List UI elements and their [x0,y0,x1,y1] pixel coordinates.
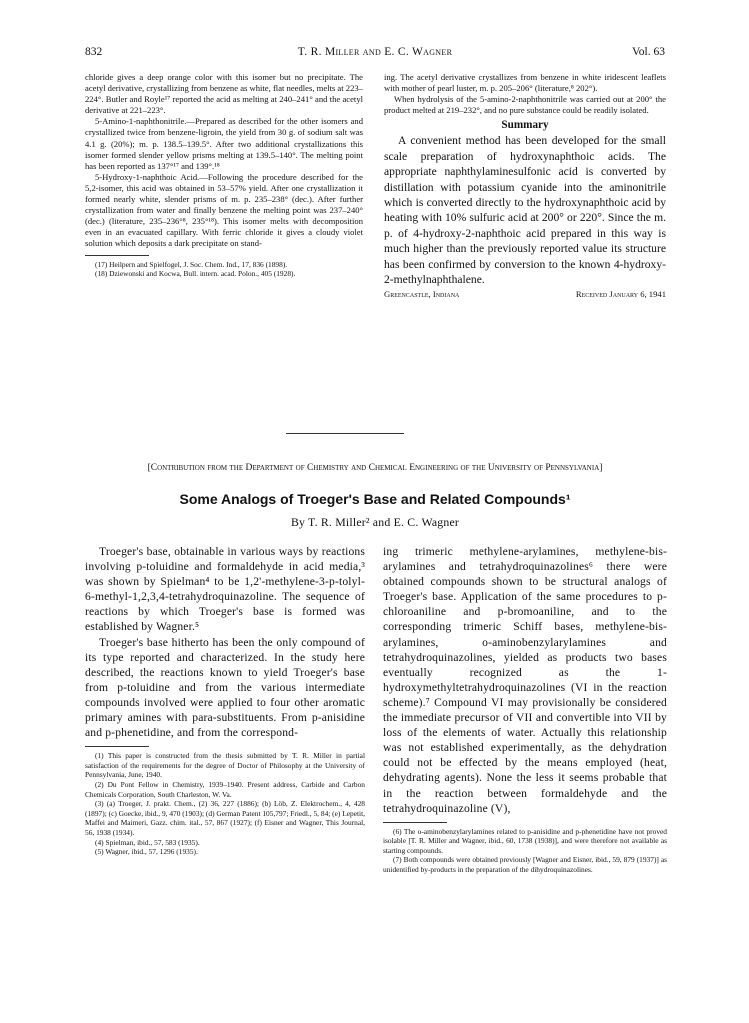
paragraph: 5-Amino-1-naphthonitrile.—Prepared as described for the other isomers and crystallized twice from benzene-ligroin, the yield from 30 g. of sodium salt was 4.1 g. (20%); m. p. 138.5–139.5°. After two additional crystallizations this isomer formed slender yellow prisms melting at 139.5–140°. The melting point has been reported as 137°¹⁷ and 139°.¹⁸ [85,116,363,171]
article-authors: By T. R. Miller² and E. C. Wagner [290,515,460,529]
footnote: (1) This paper is constructed from the thesis submitted by T. R. Miller in partial satisfaction of the requirements for the degree of Doctor of Philosophy at the University of Pennsylvania, June, 1940. [85,751,365,780]
footnote: (7) Both compounds were obtained previously [Wagner and Eisner, ibid., 59, 879 (1937)] as unidentified by-products in the preparation of the dihydroquinazolines. [383,855,667,875]
footnote: (5) Wagner, ibid., 57, 1296 (1935). [95,847,198,857]
footnote: (18) Dziewonski and Kocwa, Bull. intern. acad. Polon., 405 (1928). [95,269,296,279]
received-date: Received January 6, 1941 [575,289,666,300]
footnote: (6) The o-aminobenzylarylamines related to p-anisidine and p-phenetidine have not proved isolable [T. R. Miller and Wagner, ibid., 60, 1738 (1938)], and were therefore not available as starting compounds. [383,826,667,855]
previous-article-right-column [384,72,666,299]
footnote: (3) (a) Troeger, J. prakt. Chem., (2) 36, 227 (1886); (b) Löb, Z. Elektrochem., 4, 428 (1897); (c) Goecke, ibid., 9, 470 (1903); (d) German Patent 105,797; Friedl., 5, 84; (e) Lepetit, Maffei and Maimeri, Gazz. chim. ital., 57, 867 (1927); (f) Eisner and Wagner, This Journal, 56, 1938 (1934). [85,799,365,837]
location: Greencastle, Indiana [384,289,460,300]
footnote: (4) Spielman, ibid., 57, 583 (1935). [95,837,200,847]
section-divider [286,433,404,434]
volume-label: Vol. 63 [631,46,665,58]
paragraph: chloride gives a deep orange color with this isomer but no precipitate. The acetyl derivative, crystallizing from benzene as white, flat needles, melts at 223–224°. Butler and Royle¹⁷ reported the acid as melting at 240–241° and the acetyl derivative at 221–223°. [85,72,363,116]
page-number: 832 [85,46,103,58]
paragraph: Troeger's base hitherto has been the only compound of its type reported and characterized. In the study here described, the reactions known to yield Troeger's base from p-toluidine and from the various intermediate compounds involved were applied to four other aromatic primary amines with para-substituents. From p-anisidine and p-phenetidine, and from the correspond- [85,635,365,740]
summary-text: A convenient method has been developed for the small scale preparation of hydroxynaphthoic acids. The appropriate naphthylaminesulfonic acid is converted by distillation with potassium cyanide into the aminonitrile which is converted directly to the hydroxynaphthoic acid by heating with 10% sulfuric acid at 200° or 220°. Since the m. p. of 4-hydroxy-2-naphthoic acid prepared in this way is much higher than the previously reported value its structure has been confirmed by conversion to the known 4-hydroxy-2-methylnaphthalene. [384,134,666,287]
footnote-rule [383,822,447,823]
previous-article-left-column [85,72,363,279]
paragraph: ing. The acetyl derivative crystallizes from benzene in white iridescent leaflets with mother of pearl luster, m. p. 205–206° (literature,⁸ 202°). [384,72,666,94]
paragraph: When hydrolysis of the 5-amino-2-naphthonitrile was carried out at 200° the product melted at 219–232°, and no pure substance could be readily isolated. [384,94,666,116]
paragraph: 5-Hydroxy-1-naphthoic Acid.—Following the procedure described for the 5,2-isomer, this acid was obtained in 53–57% yield. After one crystallization it formed nearly white, slender prisms of m. p. 235–238° (dec.). After further crystallization from water and finally benzene the melting point was 237–240° (dec.) (literature, 235–236°⁸, 235°¹⁸). This isomer melts with decomposition even in an evacuated capillary. With ferric chloride it gives a cloudy violet solution which deposits a dark precipitate on stand- [85,171,363,249]
paragraph: Troeger's base, obtainable in various ways by reactions involving p-toluidine and formaldehyde in acid media,³ was shown by Spielman⁴ to be 1,2'-methylene-3-p-tolyl-6-methyl-1,2,3,4-tetrahydroquinazoline. The sequence of reactions by which Troeger's base is formed was established by Wagner.⁵ [85,545,365,634]
footnote: (17) Heilpern and Spielfogel, J. Soc. Chem. Ind., 17, 836 (1898). [95,259,288,269]
running-title: T. R. Miller and E. C. Wagner [297,46,453,58]
signature-line [384,289,666,299]
running-header [85,46,665,62]
article-title: Some Analogs of Troeger's Base and Related Compounds¹ [179,491,571,507]
article-right-column [383,544,667,875]
footnote: (2) Du Pont Fellow in Chemistry, 1939–1940. Present address, Carbide and Carbon Chemicals Corporation, South Charleston, W. Va. [85,780,365,799]
footnote-rule [85,746,149,747]
summary-heading: Summary [501,119,549,132]
article-left-column [85,544,365,857]
paragraph: ing trimeric methylene-arylamines, methylene-bis-arylamines and tetrahydroquinazolines⁶ there were obtained compounds shown to be structural analogs of Troeger's base. Application of the same procedures to p-chloroaniline and p-bromoaniline, and to the corresponding trimeric Schiff bases, methylene-bis-arylamines, o-aminobenzylarylamines and tetrahydroquinazolines, yielded as products two bases eventually recognized as the 1-hydroxymethyltetrahydroquinazolines (VI in the reaction scheme).⁷ Compound VI may provisionally be considered the immediate precursor of VII and convertible into VII by loss of the elements of water. Actually this relationship was not established experimentally, as the dehydration could not be effected by the means employed (heat, dehydrating agents). None the less it seems probable that in the reaction between formaldehyde and the tetrahydroquinazoline (V), [383,545,667,815]
footnote-rule [85,255,149,256]
contribution-note: [Contribution from the Department of Chemistry and Chemical Engineering of the University of Pennsylvania] [147,463,603,473]
